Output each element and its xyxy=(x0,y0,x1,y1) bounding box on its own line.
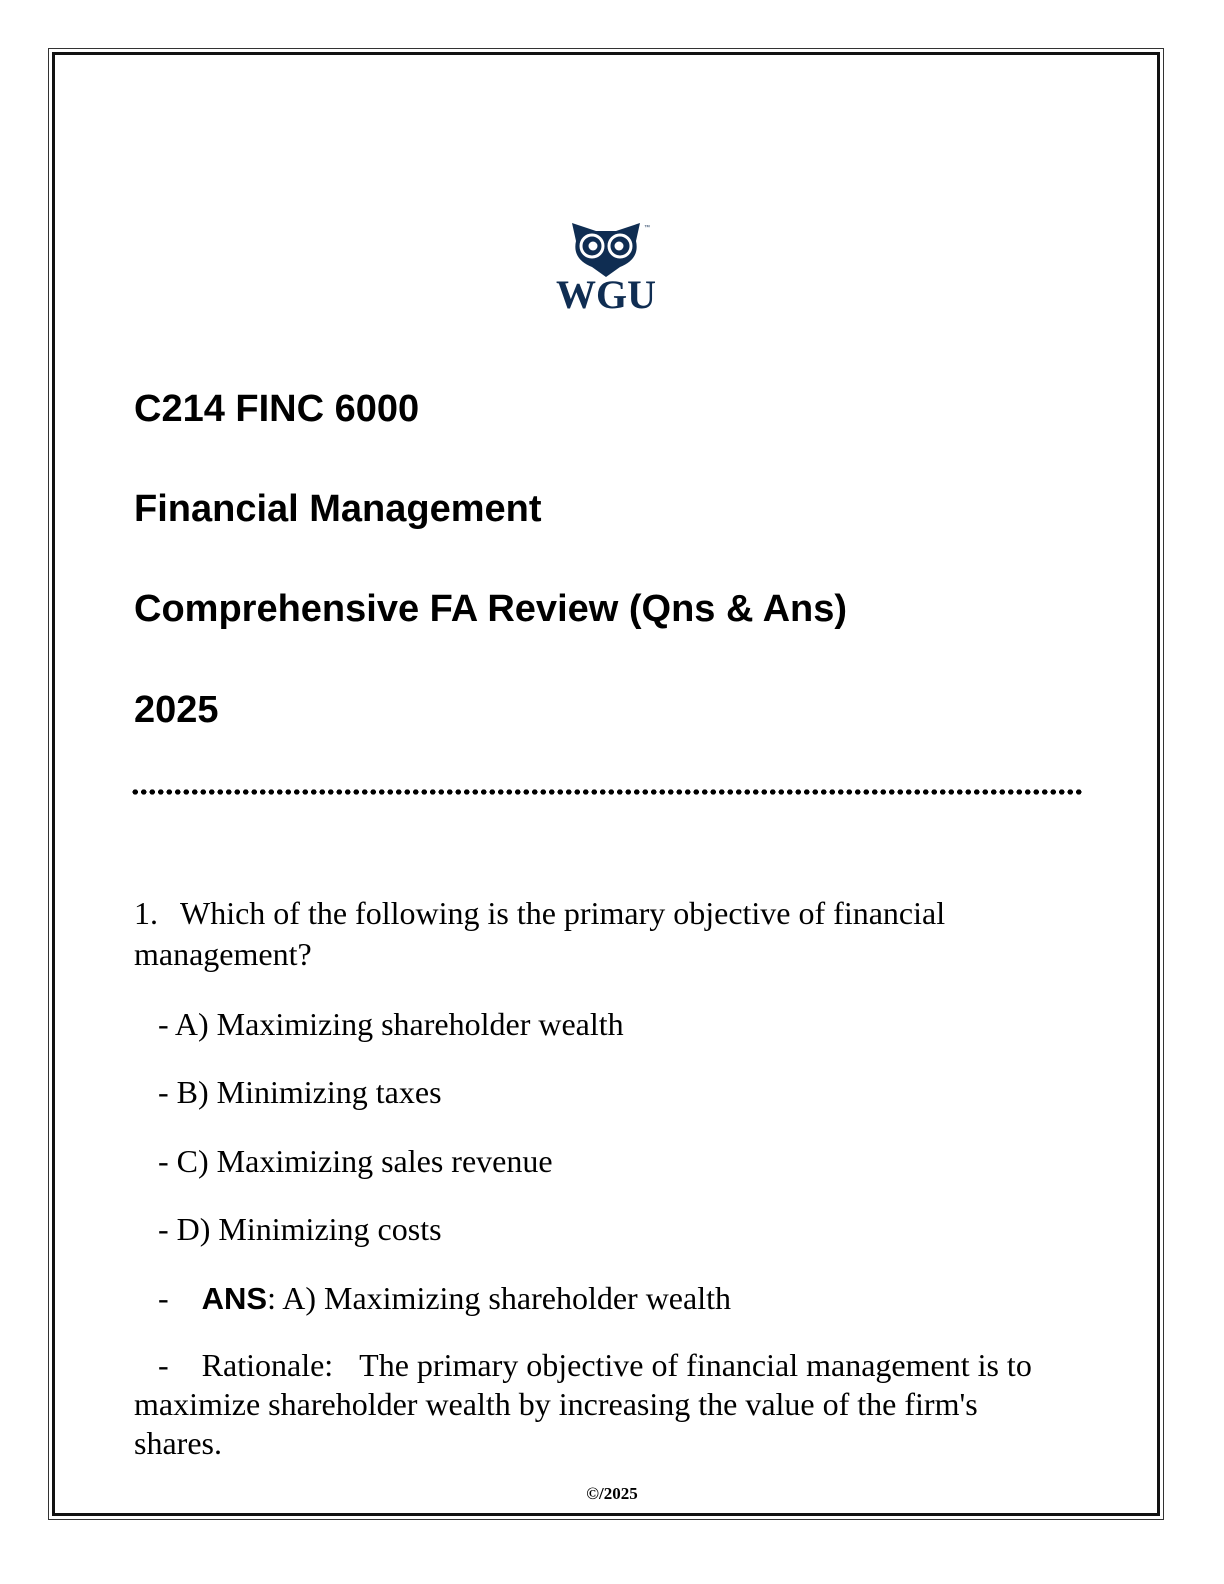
rationale-label: Rationale: xyxy=(201,1347,334,1383)
question-number: 1. xyxy=(134,895,158,931)
rationale xyxy=(134,1346,1069,1463)
answer-dash: - xyxy=(158,1280,169,1316)
rationale-text: The primary objective of financial management is to maximize shareholder wealth by increasing the value of the firm's shares. xyxy=(134,1347,1032,1461)
dotted-divider xyxy=(131,788,1083,796)
option-d: - D) Minimizing costs xyxy=(158,1211,442,1247)
document-year: 2025 xyxy=(134,689,219,731)
wgu-logo xyxy=(548,215,664,315)
answer-label: ANS xyxy=(201,1281,268,1316)
answer-line xyxy=(158,1278,731,1319)
owl-icon xyxy=(548,215,664,315)
question-body: Which of the following is the primary objective of financial management? xyxy=(134,895,946,972)
document-title: Comprehensive FA Review (Qns & Ans) xyxy=(134,588,848,630)
subject-title: Financial Management xyxy=(134,488,542,530)
option-b: - B) Minimizing taxes xyxy=(158,1074,442,1110)
course-code: C214 FINC 6000 xyxy=(134,388,420,430)
option-c: - C) Maximizing sales revenue xyxy=(158,1143,553,1179)
rationale-dash: - xyxy=(158,1347,169,1383)
trademark: ™ xyxy=(644,225,650,231)
footer-copyright: ©/2025 xyxy=(586,1484,638,1503)
logo-text: WGU xyxy=(556,272,656,315)
answer-text: : A) Maximizing shareholder wealth xyxy=(267,1280,731,1316)
question-text xyxy=(134,893,1074,975)
option-a: - A) Maximizing shareholder wealth xyxy=(158,1006,624,1042)
